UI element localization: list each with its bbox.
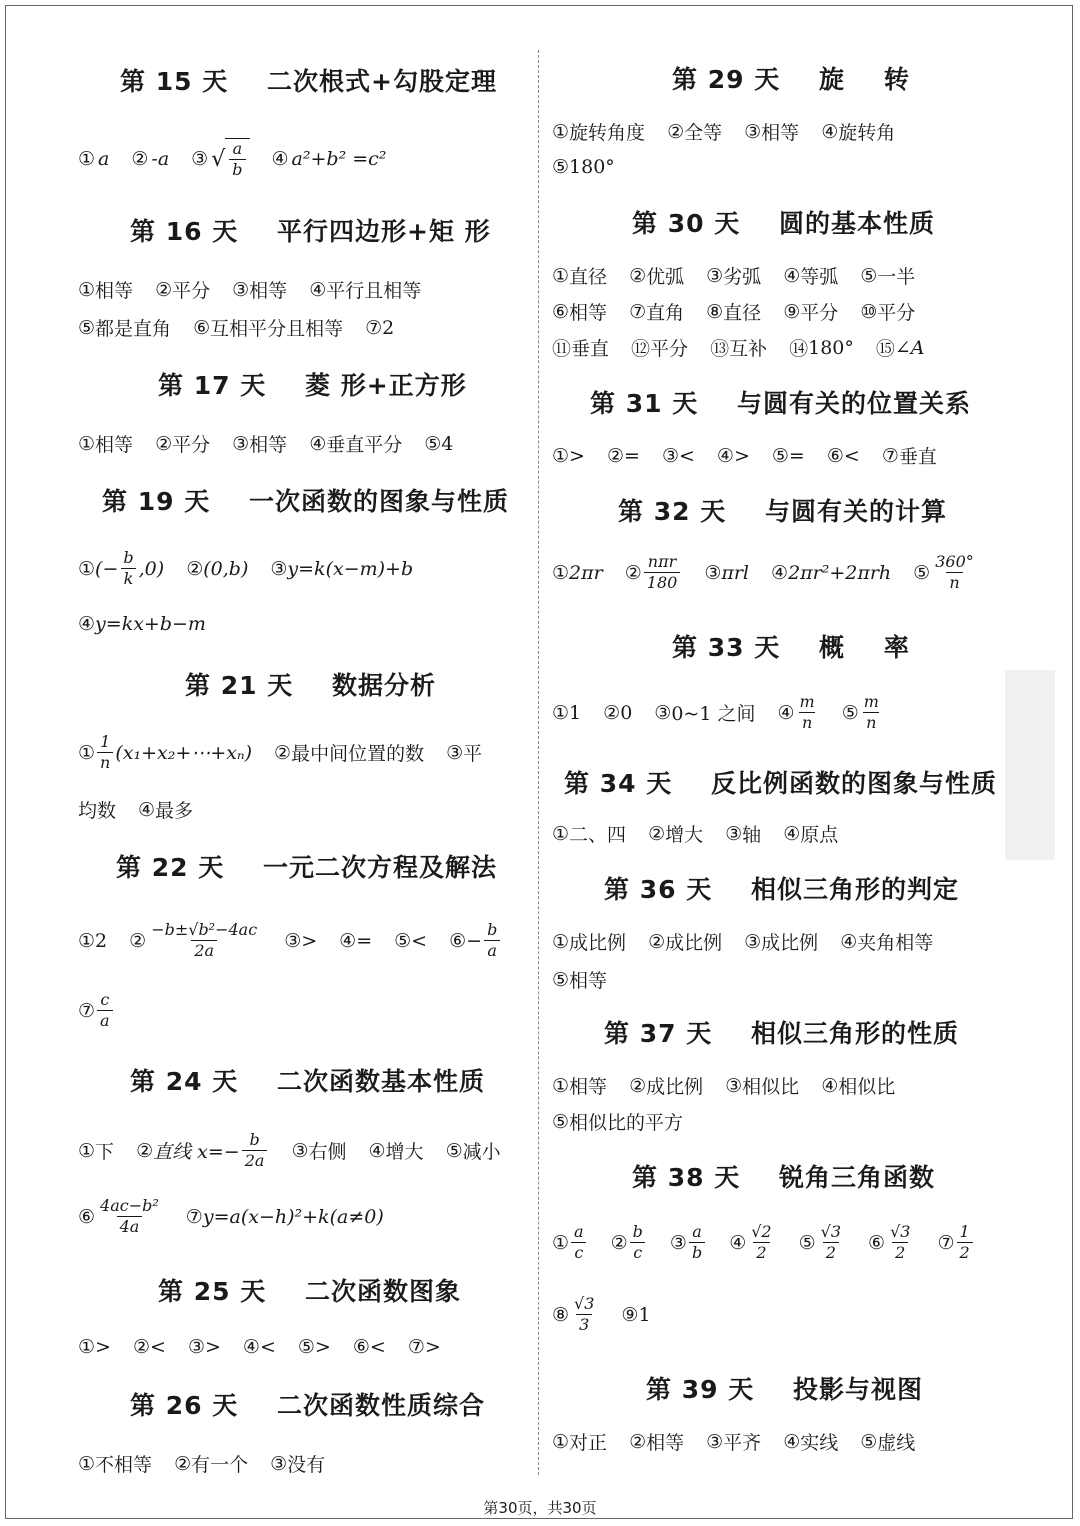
section-title-day29: 第 29 天 旋 转	[672, 65, 910, 94]
answers-day25: ① > ② < ③ > ④ < ⑤ > ⑥ < ⑦ >	[78, 1336, 441, 1358]
answers-day24-row1: ① 下 ② 直线 x=− $\frac{b}{2a}$ ③ 右侧 ④ 增大 ⑤ 减小	[78, 1130, 501, 1170]
scan-shadow	[1005, 670, 1055, 860]
answers-day31: ① > ② = ③ < ④ > ⑤ = ⑥ < ⑦ 垂直	[552, 444, 937, 468]
section-title-day24: 第 24 天 二次函数基本性质	[130, 1067, 486, 1096]
section-title-day31: 第 31 天 与圆有关的位置关系	[590, 389, 972, 418]
answers-day38-row1: ① $\frac{a}{c}$ ② $\frac{b}{c}$ ③ $\frac{a}{b}$ ④ $\frac{√2}{2}$ ⑤ $\frac{√3}{2}$ ⑥ $\frac{√3}{2}$ ⑦ $\frac{1}{2}$	[552, 1222, 975, 1263]
section-title-day25: 第 25 天 二次函数图象	[158, 1277, 462, 1306]
answers-day16-row2: ⑤ 都是直角 ⑥ 互相平分且相等 ⑦ 2	[78, 316, 395, 340]
answers-day16-row1: ① 相等 ② 平分 ③ 相等 ④ 平行且相等	[78, 278, 422, 302]
answers-day22-row2: ⑦ $\frac{c}{a}$	[78, 990, 115, 1031]
answers-day30-row3: ⑪ 垂直 ⑫ 平分 ⑬ 互补 ⑭ 180° ⑮ ∠A	[552, 336, 925, 360]
answers-day22-row1: ① 2 ② $\frac{\text{−b±√b²−4ac}}{2a}$ ③ > ④ = ⑤ < ⑥ − $\frac{b}{a}$	[78, 920, 502, 961]
answers-day26: ① 不相等 ② 有一个 ③ 没有	[78, 1452, 326, 1476]
section-title-day32: 第 32 天 与圆有关的计算	[618, 497, 948, 526]
answers-day17: ① 相等 ② 平分 ③ 相等 ④ 垂直平分 ⑤ 4	[78, 432, 454, 456]
answers-day29-row1: ① 旋转角度 ② 全等 ③ 相等 ④ 旋转角	[552, 120, 896, 144]
column-divider	[538, 50, 539, 1475]
section-title-day26: 第 26 天 二次函数性质综合	[130, 1391, 486, 1420]
answers-day24-row2: ⑥ $\frac{\text{4ac−b²}}{4a}$ ⑦ y=a(x−h)²+k(a≠0)	[78, 1196, 384, 1236]
answers-day30-row1: ① 直径 ② 优弧 ③ 劣弧 ④ 等弧 ⑤ 一半	[552, 264, 916, 288]
section-title-day36: 第 36 天 相似三角形的判定	[604, 875, 960, 904]
answers-day34: ① 二、四 ② 增大 ③ 轴 ④ 原点	[552, 822, 839, 846]
answers-day37-row1: ① 相等 ② 成比例 ③ 相似比 ④ 相似比	[552, 1074, 896, 1098]
answers-day32: ① 2πr ② $\frac{\text{nπr}}{180}$ ③ πrl ④ 2πr²+2πrh ⑤ $\frac{360^\circ}{n}$	[552, 552, 974, 592]
answers-day36-row2: ⑤ 相等	[552, 968, 608, 992]
section-title-day19: 第 19 天 一次函数的图象与性质	[102, 487, 510, 516]
section-title-day21: 第 21 天 数据分析	[185, 671, 437, 700]
section-title-day39: 第 39 天 投影与视图	[646, 1375, 924, 1404]
answers-day37-row2: ⑤ 相似比的平方	[552, 1110, 684, 1134]
section-title-day30: 第 30 天 圆的基本性质	[632, 209, 936, 238]
answers-day39: ① 对正 ② 相等 ③ 平齐 ④ 实线 ⑤ 虚线	[552, 1430, 916, 1454]
section-title-day15: 第 15 天 二次根式+勾股定理	[120, 67, 497, 96]
answers-day33: ① 1 ② 0 ③ 0~1 之间 ④ $\frac{m}{n}$ ⑤ $\frac{m}{n}$	[552, 692, 879, 732]
page-footer: 第30页，共30页	[483, 1499, 597, 1517]
section-title-day17: 第 17 天 菱 形+正方形	[158, 371, 467, 400]
answers-day29-row2: ⑤ 180°	[552, 156, 615, 178]
section-title-day33: 第 33 天 概 率	[672, 633, 910, 662]
section-title-day37: 第 37 天 相似三角形的性质	[604, 1019, 960, 1048]
answers-day21-row1: ① $\frac{1}{n}$ (x₁+x₂+⋯+xₙ) ② 最中间位置的数 ③ 平	[78, 732, 483, 772]
answers-day21-row2: 均数 ④ 最多	[78, 798, 194, 822]
answers-day19-row2: ④ y=kx+b−m	[78, 613, 206, 635]
section-title-day22: 第 22 天 一元二次方程及解法	[116, 853, 498, 882]
section-title-day38: 第 38 天 锐角三角函数	[632, 1163, 936, 1192]
answers-day38-row2: ⑧ $\frac{√3}{3}$ ⑨ 1	[552, 1294, 651, 1334]
answers-day36-row1: ① 成比例 ② 成比例 ③ 成比例 ④ 夹角相等	[552, 930, 934, 954]
answers-day30-row2: ⑥ 相等 ⑦ 直角 ⑧ 直径 ⑨ 平分 ⑩ 平分	[552, 300, 916, 324]
section-title-day34: 第 34 天 反比例函数的图象与性质	[564, 769, 998, 798]
section-title-day16: 第 16 天 平行四边形+矩 形	[130, 217, 491, 246]
answers-day19-row1: ① (− $\frac{b}{k}$ ,0) ② (0,b) ③ y=k(x−m)+b	[78, 548, 414, 588]
answers-day15: ① a ② -a ③ √ $\frac{a}{b}$ ④ a²+b² =c²	[78, 139, 387, 179]
